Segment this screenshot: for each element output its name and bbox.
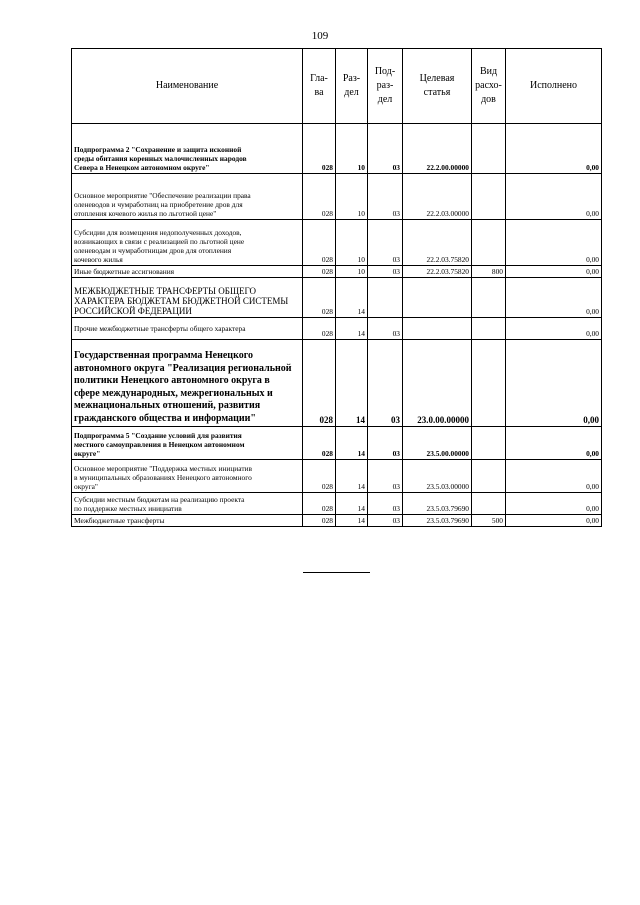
row-podrazdel: 03: [368, 124, 403, 174]
row-statya: 23.5.00.00000: [403, 427, 472, 460]
row-glava: 028: [303, 174, 336, 220]
row-podrazdel: 03: [368, 266, 403, 278]
row-razdel: 14: [336, 427, 368, 460]
row-name: Основное мероприятие "Поддержка местных инициатив в муниципальных образованиях Ненецкого автономного округа": [72, 460, 303, 493]
row-vid: 800: [472, 266, 506, 278]
row-statya: 22.2.03.75820: [403, 220, 472, 266]
row-vid: [472, 318, 506, 340]
row-razdel: 14: [336, 318, 368, 340]
row-ispolneno: 0,00: [506, 220, 602, 266]
header-vid-rashodov: Вид расхо- дов: [472, 49, 506, 124]
row-name: Подпрограмма 5 "Создание условий для развития местного самоуправления в Ненецком автономном округе": [72, 427, 303, 460]
row-razdel: 10: [336, 266, 368, 278]
row-ispolneno: 0,00: [506, 174, 602, 220]
row-name: Основное мероприятие "Обеспечение реализации права оленеводов и чумработниц на приобретение дров для отопления кочевого жилья по льготной цене": [72, 174, 303, 220]
header-razdel: Раз- дел: [336, 49, 368, 124]
header-ispolneno: Исполнено: [506, 49, 602, 124]
row-razdel: 10: [336, 174, 368, 220]
table-row: [72, 493, 602, 515]
row-ispolneno: 0,00: [506, 124, 602, 174]
row-razdel: 10: [336, 124, 368, 174]
row-vid: [472, 427, 506, 460]
row-razdel: 14: [336, 515, 368, 527]
row-statya: [403, 318, 472, 340]
row-razdel: 14: [336, 340, 368, 427]
row-statya: 23.5.03.79690: [403, 515, 472, 527]
row-name: Субсидии для возмещения недополученных доходов, возникающих в связи с реализацией по льготной цене оленеводам и чумработницам дров для отопления кочевого жилья: [72, 220, 303, 266]
header-tselevaya-statya: Целевая статья: [403, 49, 472, 124]
row-statya: 22.2.03.00000: [403, 174, 472, 220]
row-glava: 028: [303, 220, 336, 266]
row-name: Межбюджетные трансферты: [72, 515, 303, 527]
row-podrazdel: 03: [368, 427, 403, 460]
row-statya: 23.5.03.00000: [403, 460, 472, 493]
row-razdel: 14: [336, 493, 368, 515]
row-glava: 028: [303, 318, 336, 340]
row-ispolneno: 0,00: [506, 515, 602, 527]
row-name: Подпрограмма 2 "Сохранение и защита исконной среды обитания коренных малочисленных народов Севера в Ненецком автономном округе": [72, 124, 303, 174]
row-ispolneno: 0,00: [506, 427, 602, 460]
row-podrazdel: 03: [368, 515, 403, 527]
header-glava: Гла- ва: [303, 49, 336, 124]
row-podrazdel: 03: [368, 460, 403, 493]
table-row: [72, 124, 602, 174]
header-podrazdel: Под- раз- дел: [368, 49, 403, 124]
row-statya: 23.5.03.79690: [403, 493, 472, 515]
row-ispolneno: 0,00: [506, 266, 602, 278]
row-name: Государственная программа Ненецкого автономного округа "Реализация региональной политики Ненецкого автономного округа в сфере международных, межрегиональных и межнациональных отношений, развития гражданского общества и информации": [72, 340, 303, 427]
table-row: [72, 318, 602, 340]
row-glava: 028: [303, 460, 336, 493]
header-row: [72, 49, 602, 124]
row-name: МЕЖБЮДЖЕТНЫЕ ТРАНСФЕРТЫ ОБЩЕГО ХАРАКТЕРА БЮДЖЕТАМ БЮДЖЕТНОЙ СИСТЕМЫ РОССИЙСКОЙ ФЕДЕРАЦИИ: [72, 278, 303, 318]
row-ispolneno: 0,00: [506, 460, 602, 493]
row-vid: [472, 340, 506, 427]
row-vid: [472, 174, 506, 220]
table-row: [72, 266, 602, 278]
footer-rule: [303, 572, 370, 573]
row-ispolneno: 0,00: [506, 278, 602, 318]
row-vid: [472, 124, 506, 174]
row-statya: 22.2.00.00000: [403, 124, 472, 174]
table-row: [72, 174, 602, 220]
row-name: Прочие межбюджетные трансферты общего характера: [72, 318, 303, 340]
row-podrazdel: [368, 278, 403, 318]
table-row: [72, 278, 602, 318]
table-row: [72, 340, 602, 427]
header-name: Наименование: [72, 49, 303, 124]
row-statya: 22.2.03.75820: [403, 266, 472, 278]
row-podrazdel: 03: [368, 493, 403, 515]
row-podrazdel: 03: [368, 318, 403, 340]
row-razdel: 10: [336, 220, 368, 266]
row-name: Субсидии местным бюджетам на реализацию проекта по поддержке местных инициатив: [72, 493, 303, 515]
row-vid: 500: [472, 515, 506, 527]
row-podrazdel: 03: [368, 220, 403, 266]
row-podrazdel: 03: [368, 174, 403, 220]
row-podrazdel: 03: [368, 340, 403, 427]
row-ispolneno: 0,00: [506, 493, 602, 515]
table-row: [72, 515, 602, 527]
table-row: [72, 427, 602, 460]
table-row: [72, 220, 602, 266]
row-name: Иные бюджетные ассигнования: [72, 266, 303, 278]
row-ispolneno: 0,00: [506, 318, 602, 340]
row-razdel: 14: [336, 460, 368, 493]
row-glava: 028: [303, 515, 336, 527]
page-number: 109: [311, 30, 329, 42]
table-row: [72, 460, 602, 493]
row-glava: 028: [303, 340, 336, 427]
row-glava: 028: [303, 427, 336, 460]
row-glava: 028: [303, 266, 336, 278]
row-glava: 028: [303, 493, 336, 515]
row-vid: [472, 220, 506, 266]
row-vid: [472, 493, 506, 515]
row-razdel: 14: [336, 278, 368, 318]
row-ispolneno: 0,00: [506, 340, 602, 427]
row-vid: [472, 278, 506, 318]
row-statya: 23.0.00.00000: [403, 340, 472, 427]
budget-table: [71, 48, 602, 527]
row-glava: 028: [303, 278, 336, 318]
row-statya: [403, 278, 472, 318]
row-glava: 028: [303, 124, 336, 174]
row-vid: [472, 460, 506, 493]
